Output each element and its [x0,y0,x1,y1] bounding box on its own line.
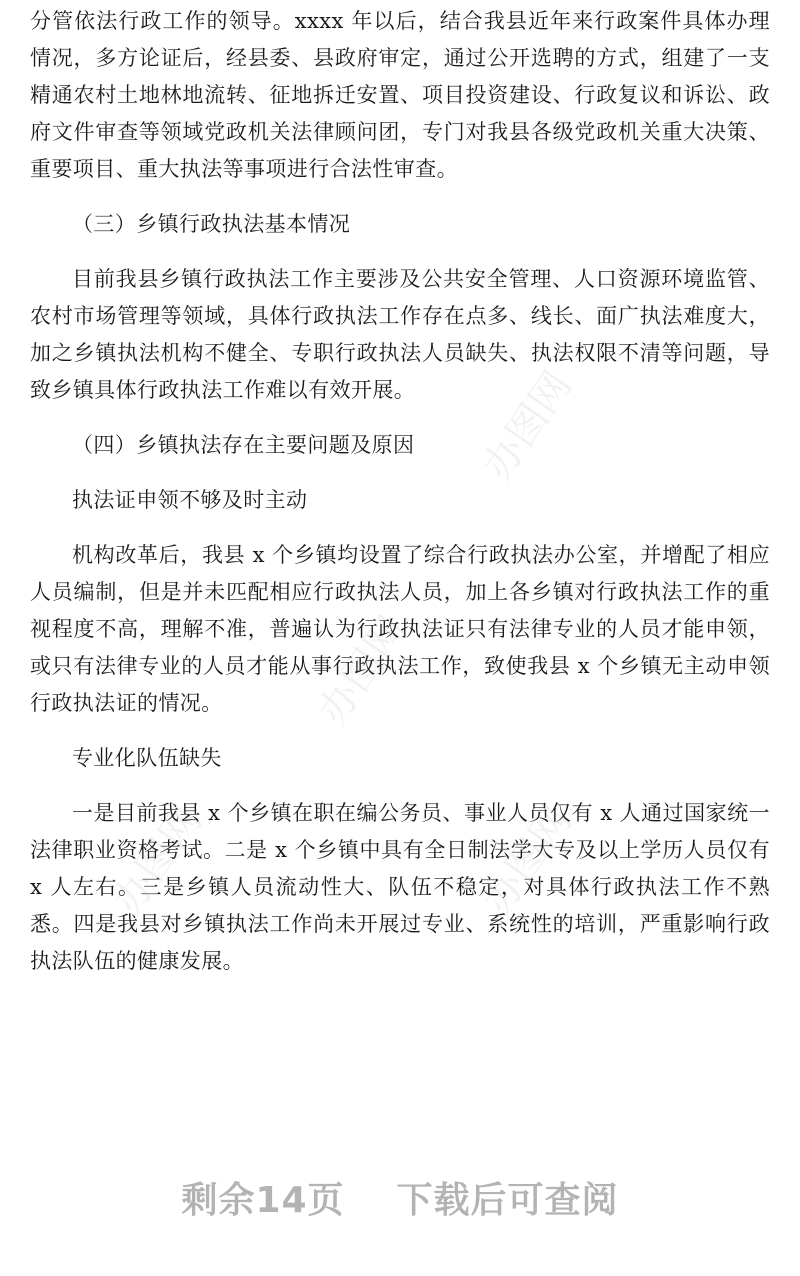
document-body [30,0,770,980]
watermark-logo: 办图网 [309,608,417,733]
watermark-logo: 办图网 [104,798,212,923]
watermark-logo: 办图网 [474,798,582,923]
section-heading-3: （三）乡镇行政执法基本情况 [72,212,351,236]
download-prompt-banner[interactable] [0,1172,800,1223]
section-heading-4: （四）乡镇执法存在主要问题及原因 [72,433,415,457]
download-hint-label: 下载后可查阅 [396,1180,619,1221]
section-3-paragraph: 目前我县乡镇行政执法工作主要涉及公共安全管理、人口资源环境监管、农村市场管理等领域，具体行政执法工作存在点多、线长、面广执法难度大，加之乡镇执法机构不健全、专职行政执法人员缺失、执法权限不清等问题，导致乡镇具体行政执法工作难以有效开展。 [30,267,770,402]
subsection-heading-certificate: 执法证申领不够及时主动 [72,488,308,512]
watermark-logo: 办图网 [474,363,582,488]
subsection-team-paragraph: 一是目前我县 x 个乡镇在职在编公务员、事业人员仅有 x 人通过国家统一法律职业资格考试。二是 x 个乡镇中具有全日制法学大专及以上学历人员仅有 x 人左右。三是乡镇人员流动性大、队伍不稳定，对具体行政执法工作不熟悉。四是我县对乡镇执法工作尚未开展过专业、系统性的培训，严重影响行政执法队伍的健康发展。 [30,801,770,973]
subsection-heading-team: 专业化队伍缺失 [72,746,222,770]
opening-paragraph: 分管依法行政工作的领导。xxxx 年以后，结合我县近年来行政案件具体办理情况，多方论证后，经县委、县政府审定，通过公开选聘的方式，组建了一支精通农村土地林地流转、征地拆迁安置、项目投资建设、行政复议和诉讼、政府文件审查等领域党政机关法律顾问团，专门对我县各级党政机关重大决策、重要项目、重大执法等事项进行合法性审查。 [30,9,770,181]
subsection-certificate-paragraph: 机构改革后，我县 x 个乡镇均设置了综合行政执法办公室，并增配了相应人员编制，但是并未匹配相应行政执法人员，加上各乡镇对行政执法工作的重视程度不高，理解不准，普遍认为行政执法证只有法律专业的人员才能申领，或只有法律专业的人员才能从事行政执法工作，致使我县 x 个乡镇无主动申领行政执法证的情况。 [30,543,770,715]
remaining-pages-label: 剩余14页 [181,1180,345,1221]
